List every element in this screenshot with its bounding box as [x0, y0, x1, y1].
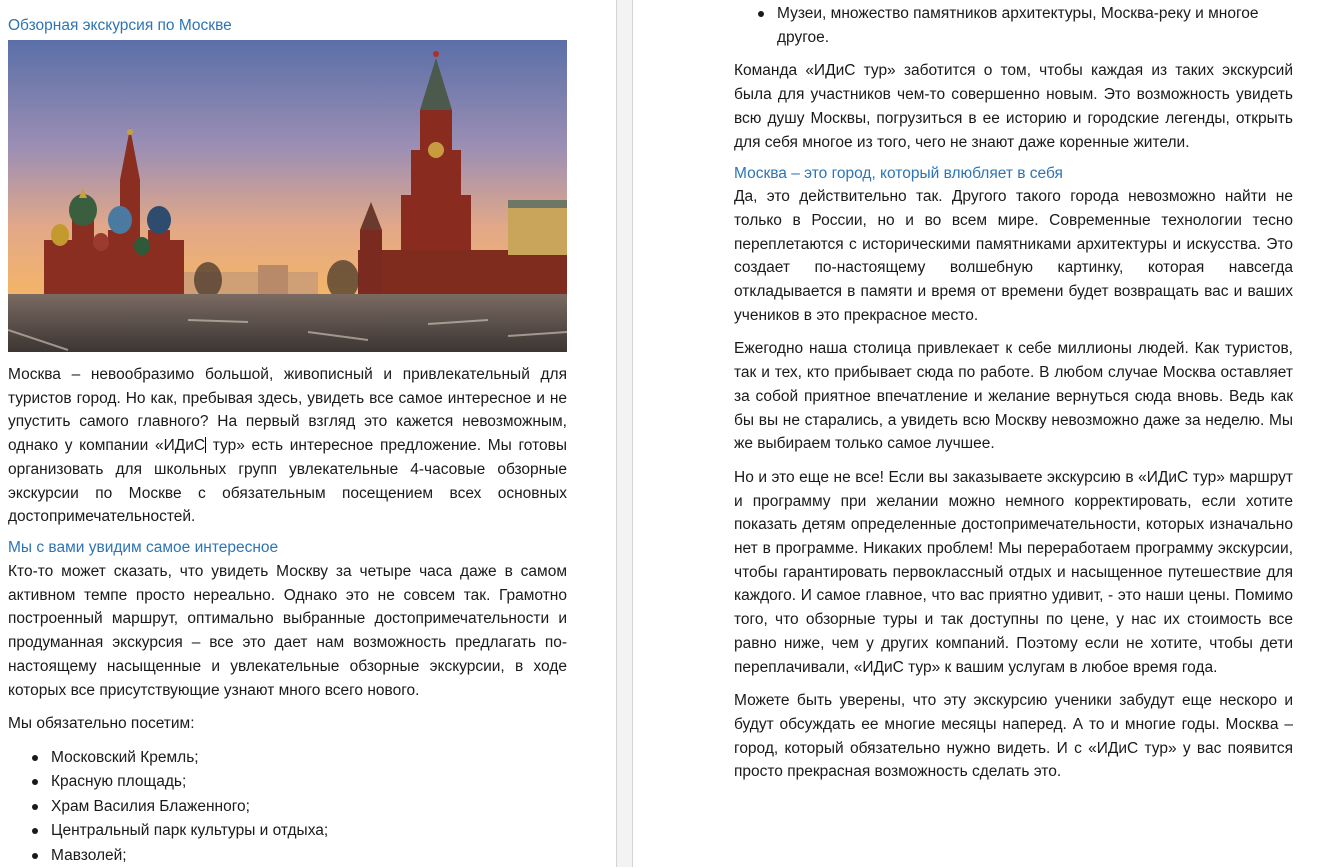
- paragraph-yearly[interactable]: Ежегодно наша столица привлекает к себе миллионы людей. Как туристов, так и тех, кто прибывает сюда по работе. В любом случае Москва оставляет за собой приятное впечатление и желание вернуться сюда вновь. Ведь как бы вы не старались, а увидеть всю Москву невозможно даже за неделю. Мы же выбираем только самое лучшее.: [734, 340, 1293, 453]
- list-item[interactable]: Мавзолей;: [8, 844, 567, 868]
- list-item[interactable]: Музеи, множество памятников архитектуры, Москва-реку и многое другое.: [734, 2, 1293, 49]
- page-gutter: [616, 0, 633, 867]
- paragraph-not-all[interactable]: Но и это еще не все! Если вы заказываете экскурсию в «ИДиС тур» маршрут и программу при желании можно немного корректировать, если хотите показать детям определенные достопримечательности, которых изначально нет в программе. Никаких проблем! Мы переработаем программу экскурсии, чтобы гарантировать первоклассный отдых и насыщенное путешествие для каждого. И самое главное, что вас приятно удивит, - это наши цены. Помимо того, что обзорные туры и так доступны по цене, у нас их стоимость все равно ниже, чем у других компаний. Поэтому если не хотите, чтобы дети переплачивали, «ИДиС тур» к вашим услугам в любое время года.: [734, 468, 1293, 676]
- list-item[interactable]: Красную площадь;: [8, 770, 567, 794]
- list-item[interactable]: Центральный парк культуры и отдыха;: [8, 819, 567, 843]
- red-square-photo[interactable]: [8, 40, 567, 352]
- document-page-right: [633, 0, 1317, 867]
- document-page-left: [0, 0, 616, 867]
- intro-paragraph[interactable]: [8, 363, 567, 529]
- red-square-illustration: [8, 40, 567, 352]
- page-title: Обзорная экскурсия по Москве: [8, 17, 232, 34]
- sights-list-continued: [734, 2, 1293, 49]
- heading-block-2: [8, 537, 567, 559]
- intro-text-after-cursor: тур» есть интересное предложение. Мы готовы организовать для школьных групп увлекательные 4-часовые обзорные экскурсии по Москве с обязательным посещением всех основных достопримечательностей.: [8, 437, 567, 526]
- paragraph-conclusion[interactable]: Можете быть уверены, что эту экскурсию ученики забудут еще нескоро и будут обсуждать ее многие месяцы наперед. А то и многие годы. Москва – город, который обязательно нужно видеть. И с «ИДиС тур» у вас появится просто прекрасная возможность сделать это.: [734, 692, 1293, 781]
- sights-list: [8, 746, 567, 868]
- paragraph-interesting[interactable]: Кто-то может сказать, что увидеть Москву за четыре часа даже в самом активном темпе просто нереально. Однако это не совсем так. Грамотно построенный маршрут, оптимально выбранные достопримечательности и продуманная экскурсия – все это дает нам возможность предлагать по-настоящему насыщенные и увлекательные обзорные экскурсии, в ходе которых все присутствующие узнают много всего нового.: [8, 563, 567, 699]
- intro-text-before-cursor: Москва – невообразимо большой, живописный и привлекательный для туристов город. Но как, пребывая здесь, увидеть все самое интересное и не упустить самого главного? На первый взгляд это кажется невозможным, однако у компании «ИДиС: [8, 366, 567, 455]
- paragraph-team[interactable]: Команда «ИДиС тур» заботится о том, чтобы каждая из таких экскурсий была для участников чем-то совершенно новым. Это возможность увидеть всю душу Москвы, погрузиться в ее историю и городские легенды, открыть для себя многое из того, чего не знают даже коренные жители.: [734, 62, 1293, 151]
- section-heading-moscow: Москва – это город, который влюбляет в себя: [734, 165, 1063, 183]
- intro-paragraph-block: [8, 363, 567, 529]
- list-item[interactable]: Московский Кремль;: [8, 746, 567, 770]
- section-heading-interesting: Мы с вами увидим самое интересное: [8, 539, 279, 556]
- heading-excursion-title: [8, 15, 567, 37]
- paragraph-2-block: [8, 560, 567, 868]
- right-content: [734, 2, 1293, 784]
- list-item[interactable]: Храм Василия Блаженного;: [8, 795, 567, 819]
- list-intro[interactable]: Мы обязательно посетим:: [8, 715, 195, 733]
- paragraph-unique-city[interactable]: Да, это действительно так. Другого такого города невозможно найти не только в России, но и во всем мире. Современные технологии тесно переплетаются с историческими памятниками архитектуры и искусства. Это создает по-настоящему волшебную картинку, которая навсегда откладывается в памяти и время от времени будет возвращать вас и ваших учеников в это прекрасное место.: [734, 188, 1293, 324]
